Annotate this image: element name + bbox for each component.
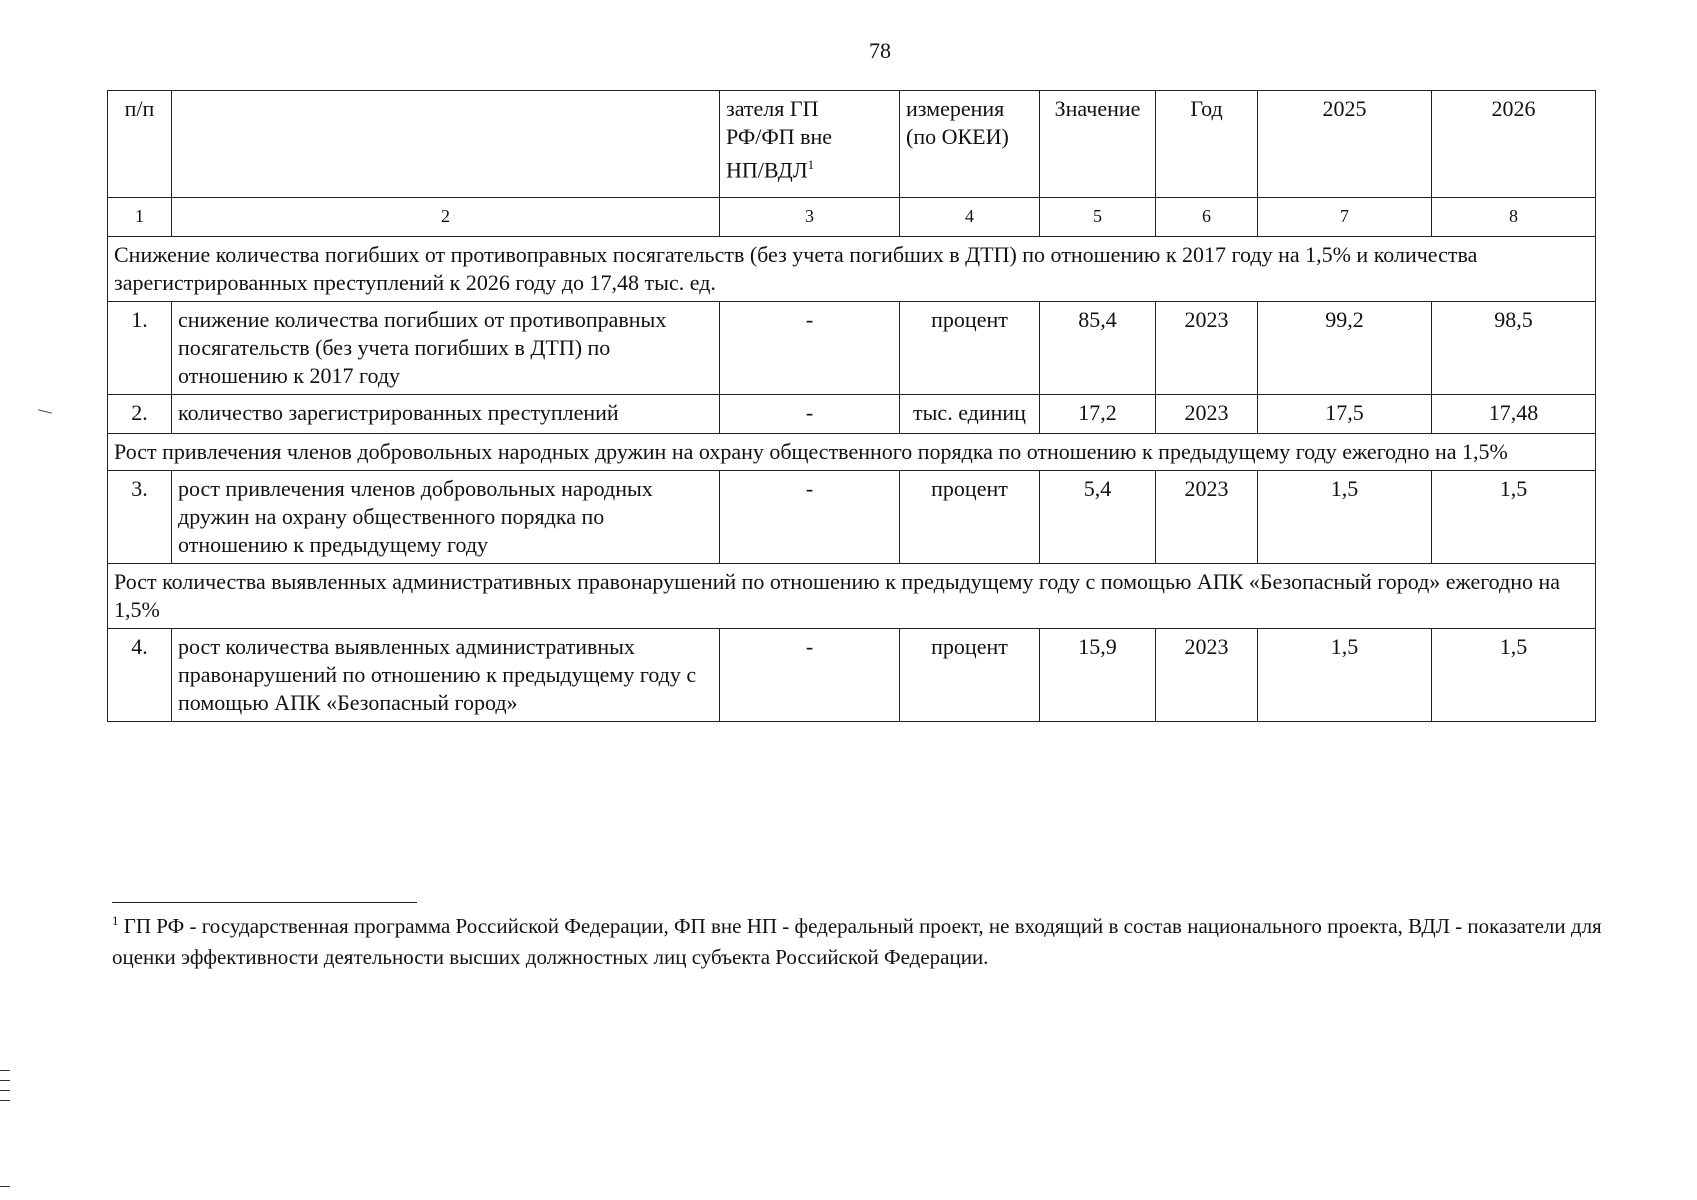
row-year: 2023 <box>1156 471 1258 564</box>
row-value: 15,9 <box>1040 629 1156 722</box>
row-year: 2023 <box>1156 629 1258 722</box>
row-value: 5,4 <box>1040 471 1156 564</box>
row-2025: 17,5 <box>1258 395 1432 434</box>
row-value: 17,2 <box>1040 395 1156 434</box>
table-row <box>108 629 1596 722</box>
scan-artifact-mark <box>0 1080 10 1081</box>
row-2026: 98,5 <box>1432 302 1596 395</box>
section-title: Снижение количества погибших от противоправных посягательств (без учета погибших в ДТП) по отношению к 2017 году на 1,5% и количества зарегистрированных преступлений к 2026 году до 17,48 тыс. ед. <box>108 237 1596 302</box>
row-type: - <box>720 471 900 564</box>
header-cell-year: Год <box>1156 91 1258 198</box>
footnote-text: ГП РФ - государственная программа Российской Федерации, ФП вне НП - федеральный проект, не входящий в состав национального проекта, ВДЛ - показатели для оценки эффективности деятельности высших должностных лиц субъекта Российской Федерации. <box>112 914 1602 969</box>
row-value: 85,4 <box>1040 302 1156 395</box>
header-unit-line1: измерения <box>906 96 1005 121</box>
footnote-ref: 1 <box>807 157 815 172</box>
row-number: 4. <box>108 629 172 722</box>
column-number: 8 <box>1432 198 1596 237</box>
table-row <box>108 302 1596 395</box>
column-number: 1 <box>108 198 172 237</box>
header-type-line1: зателя ГП <box>726 96 819 121</box>
column-number: 7 <box>1258 198 1432 237</box>
header-cell-2025: 2025 <box>1258 91 1432 198</box>
column-numbers-row <box>108 198 1596 237</box>
header-cell-type <box>720 91 900 198</box>
column-number: 4 <box>900 198 1040 237</box>
column-number: 6 <box>1156 198 1258 237</box>
row-name: снижение количества погибших от противоправных посягательств (без учета погибших в ДТП) по отношению к 2017 году <box>172 302 720 395</box>
column-number: 3 <box>720 198 900 237</box>
header-cell-unit <box>900 91 1040 198</box>
row-2026: 1,5 <box>1432 629 1596 722</box>
section-row <box>108 564 1596 629</box>
row-type: - <box>720 629 900 722</box>
table-row <box>108 395 1596 434</box>
section-title: Рост привлечения членов добровольных народных дружин на охрану общественного порядка по отношению к предыдущему году ежегодно на 1,5% <box>108 434 1596 471</box>
header-cell-name <box>172 91 720 198</box>
header-unit-line2: (по ОКЕИ) <box>906 124 1009 149</box>
column-number: 2 <box>172 198 720 237</box>
row-2025: 1,5 <box>1258 629 1432 722</box>
header-cell-number: п/п <box>108 91 172 198</box>
scan-artifact-mark <box>0 1100 10 1101</box>
row-type: - <box>720 395 900 434</box>
row-2026: 1,5 <box>1432 471 1596 564</box>
row-number: 2. <box>108 395 172 434</box>
header-cell-2026: 2026 <box>1432 91 1596 198</box>
row-name: рост количества выявленных административных правонарушений по отношению к предыдущему году с помощью АПК «Безопасный город» <box>172 629 720 722</box>
row-name: рост привлечения членов добровольных народных дружин на охрану общественного порядка по отношению к предыдущему году <box>172 471 720 564</box>
row-2025: 99,2 <box>1258 302 1432 395</box>
header-cell-value: Значение <box>1040 91 1156 198</box>
section-row <box>108 237 1596 302</box>
row-year: 2023 <box>1156 302 1258 395</box>
header-type-line3: НП/ВДЛ <box>726 157 808 183</box>
row-name: количество зарегистрированных преступлений <box>172 395 720 434</box>
row-2025: 1,5 <box>1258 471 1432 564</box>
row-unit: процент <box>900 471 1040 564</box>
column-number: 5 <box>1040 198 1156 237</box>
footnote-marker: 1 <box>112 913 119 928</box>
indicators-table <box>107 90 1596 722</box>
header-type-line2: РФ/ФП вне <box>726 124 833 149</box>
table-header-row <box>108 91 1596 198</box>
footnote-separator <box>112 902 417 903</box>
section-row <box>108 434 1596 471</box>
row-year: 2023 <box>1156 395 1258 434</box>
table-row <box>108 471 1596 564</box>
scan-artifact-mark <box>38 409 52 413</box>
scan-artifact-mark <box>0 1090 10 1091</box>
row-2026: 17,48 <box>1432 395 1596 434</box>
page-number: 78 <box>869 38 891 63</box>
scan-artifact-mark <box>0 1070 10 1071</box>
row-unit: процент <box>900 302 1040 395</box>
row-number: 3. <box>108 471 172 564</box>
row-type: - <box>720 302 900 395</box>
row-number: 1. <box>108 302 172 395</box>
section-title: Рост количества выявленных административных правонарушений по отношению к предыдущему году с помощью АПК «Безопасный город» ежегодно на 1,5% <box>108 564 1596 629</box>
row-unit: процент <box>900 629 1040 722</box>
footnote <box>112 905 1642 973</box>
scan-artifact-mark <box>0 1186 10 1187</box>
row-unit: тыс. единиц <box>900 395 1040 434</box>
